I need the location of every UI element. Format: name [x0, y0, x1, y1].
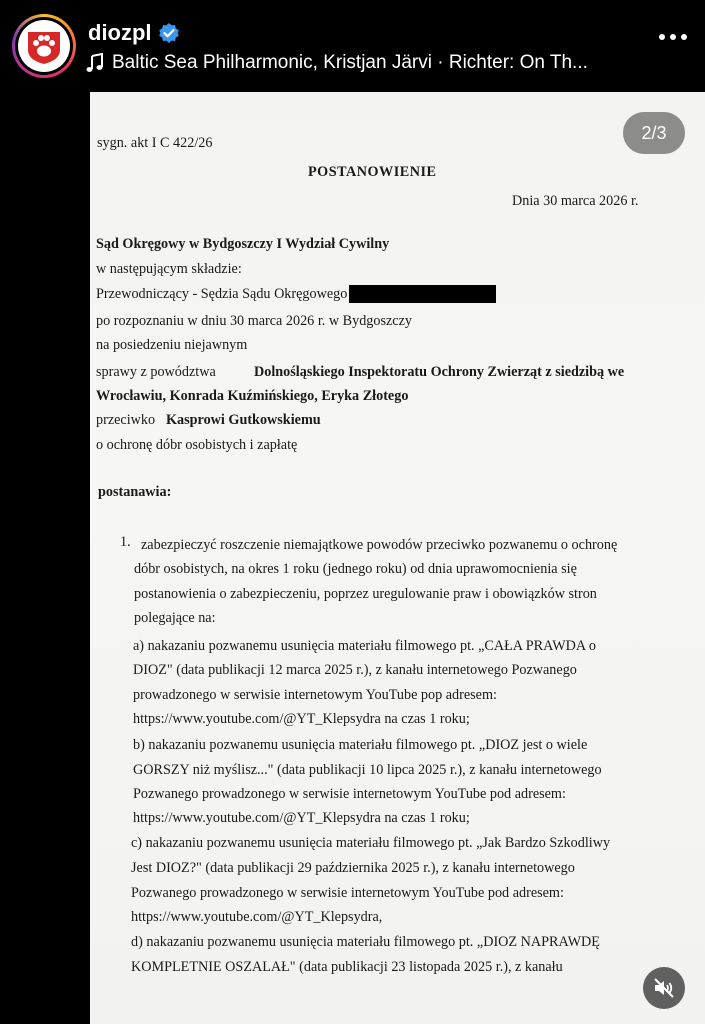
point-a-4: https://www.youtube.com/@YT_Klepsydra na czas 1 roku;: [133, 711, 470, 727]
username-text: diozpl: [88, 20, 152, 45]
point-b-3: Pozwanego prowadzonego w serwisie internetowym YouTube pod adresem:: [133, 786, 566, 802]
point-d-2: KOMPLETNIE OSZALAŁ" (data publikacji 23 listopada 2025 r.), z kanału: [131, 959, 563, 975]
story-header: [0, 0, 705, 92]
against-label: przeciwko: [96, 412, 156, 428]
item-number: 1.: [120, 534, 131, 550]
verified-badge-icon: [158, 22, 180, 44]
point-a-2: DIOZ" (data publikacji 12 marca 2025 r.), z kanału internetowego Pozwanego: [133, 662, 577, 678]
mute-button[interactable]: [643, 967, 685, 1009]
decision-text-1: zabezpieczyć roszczenie niemajątkowe powodów przeciwko pozwanemu o ochronę: [141, 537, 618, 553]
case-line-label: sprawy z powództwa: [96, 364, 216, 380]
username[interactable]: [88, 20, 180, 46]
point-d-1: d) nakazaniu pozwanemu usunięcia materiału filmowego pt. „DIOZ NAPRAWDĘ: [131, 934, 600, 950]
decision-text-3: postanowienia o zabezpieczeniu, poprzez uregulowanie praw i obowiązków stron: [134, 586, 597, 602]
point-c-3: Pozwanego prowadzonego w serwisie internetowym YouTube pod adresem:: [131, 885, 564, 901]
plaintiffs-names: Wrocławiu, Konrada Kuźmińskiego, Eryka Złotego: [96, 388, 409, 404]
speaker-muted-icon: [652, 976, 676, 1000]
presiding-judge-line: Przewodniczący - Sędzia Sądu Okręgowego: [96, 286, 348, 302]
music-note-icon: [86, 53, 104, 73]
point-c-4: https://www.youtube.com/@YT_Klepsydra,: [131, 909, 383, 925]
redaction-bar: [349, 285, 496, 303]
point-b-2: GORSZY niż myślisz..." (data publikacji 10 lipca 2025 r.), z kanału internetowego: [133, 762, 602, 778]
dioz-logo-icon: [22, 24, 66, 68]
session-line: na posiedzeniu niejawnym: [96, 337, 248, 353]
avatar[interactable]: [12, 14, 76, 78]
point-c-1: c) nakazaniu pozwanemu usunięcia materiału filmowego pt. „Jak Bardzo Szkodliwy: [131, 835, 611, 851]
composition-line: w następującym składzie:: [96, 261, 242, 277]
document-title: POSTANOWIENIE: [308, 164, 437, 180]
subject-line: o ochronę dóbr osobistych i zapłatę: [96, 437, 298, 453]
music-track[interactable]: [86, 52, 626, 74]
decision-heading: postanawia:: [98, 484, 172, 500]
point-a-1: a) nakazaniu pozwanemu usunięcia materiału filmowego pt. „CAŁA PRAWDA o: [133, 638, 596, 654]
case-number: sygn. akt I C 422/26: [97, 135, 213, 151]
point-a-3: prowadzonego w serwisie internetowym YouTube pop adresem:: [133, 687, 497, 703]
point-b-1: b) nakazaniu pozwanemu usunięcia materiału filmowego pt. „DIOZ jest o wiele: [133, 737, 588, 753]
page-indicator: 2/3: [623, 112, 685, 154]
music-track-text: Baltic Sea Philharmonic, Kristjan Järvi · Richter: On Th...: [112, 52, 588, 73]
court-name: Sąd Okręgowy w Bydgoszczy I Wydział Cywilny: [96, 236, 390, 252]
defendant-name: Kasprowi Gutkowskiemu: [166, 412, 321, 428]
document-date: Dnia 30 marca 2026 r.: [512, 193, 639, 209]
point-c-2: Jest DIOZ?" (data publikacji 29 października 2025 r.), z kanału internetowego: [131, 860, 575, 876]
document-page: [90, 92, 705, 1024]
decision-text-4: polegające na:: [134, 610, 216, 626]
decision-text-2: dóbr osobistych, na okres 1 roku (jednego roku) od dnia uprawomocnienia się: [134, 561, 577, 577]
hearing-line: po rozpoznaniu w dniu 30 marca 2026 r. w Bydgoszczy: [96, 313, 412, 329]
plaintiff-line: Dolnośląskiego Inspektoratu Ochrony Zwierząt z siedzibą we: [254, 364, 625, 380]
point-b-4: https://www.youtube.com/@YT_Klepsydra na czas 1 roku;: [133, 810, 470, 826]
more-options-icon[interactable]: [659, 34, 687, 40]
